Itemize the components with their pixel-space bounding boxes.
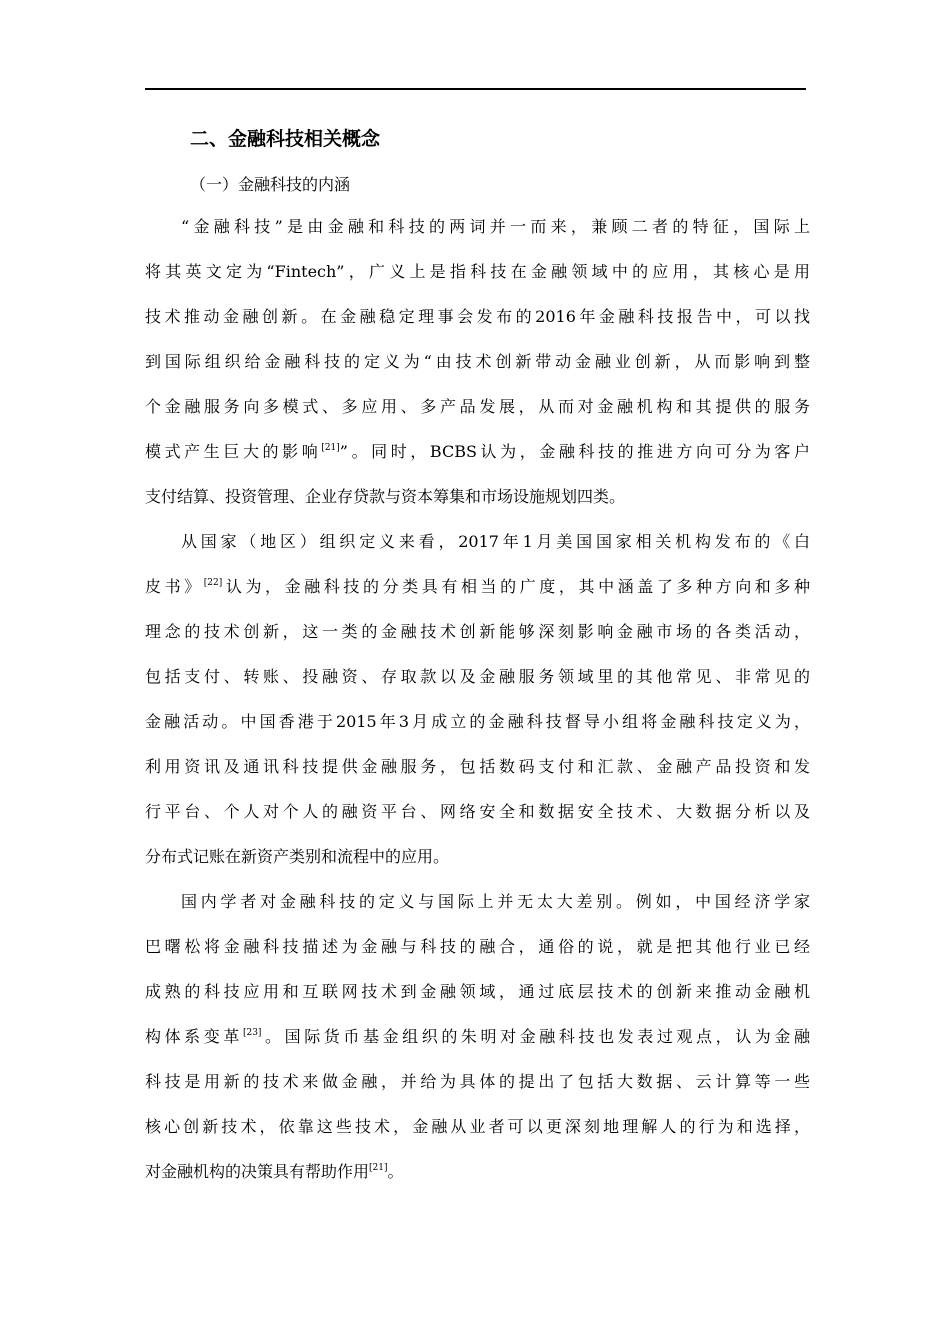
text-segment: 技术推动金融创新。在金融稳定理事会发布的2016年金融科技报告中，可以找 [145, 307, 810, 326]
text-line [145, 1149, 810, 1194]
text-line [145, 204, 810, 249]
text-line [145, 1104, 810, 1149]
text-segment: 。国际货币基金组织的朱明对金融科技也发表过观点，认为金融 [261, 1027, 810, 1046]
text-segment: 利用资讯及通讯科技提供金融服务，包括数码支付和汇款、金融产品投资和发 [145, 757, 810, 776]
text-line [145, 294, 810, 339]
paragraph-domestic-scholars [145, 879, 810, 1194]
text-line [145, 654, 810, 699]
text-segment: 支付结算、投资管理、企业存贷款与资本筹集和市场设施规划四类。 [145, 487, 626, 506]
text-segment: 行平台、个人对个人的融资平台、网络安全和数据安全技术、大数据分析以及 [145, 802, 810, 821]
text-line [145, 249, 810, 294]
text-line [145, 969, 810, 1014]
subsection-title: （一）金融科技的内涵 [190, 175, 351, 194]
text-segment: 从国家（地区）组织定义来看，2017年1月美国国家相关机构发布的《白 [181, 532, 810, 551]
text-segment: ”。同时，BCBS认为，金融科技的推进方向可分为客户 [339, 442, 810, 461]
text-segment: 。 [387, 1162, 404, 1181]
text-segment: 皮书》 [145, 577, 204, 596]
text-line [145, 699, 810, 744]
text-line [145, 789, 810, 834]
text-segment: 国内学者对金融科技的定义与国际上并无太大差别。例如，中国经济学家 [181, 892, 810, 911]
text-line [145, 1059, 810, 1104]
text-segment: 将其英文定为“Fintech”，广义上是指科技在金融领域中的应用，其核心是用 [145, 262, 810, 281]
text-segment: 构体系变革 [145, 1027, 243, 1046]
text-line [145, 834, 810, 879]
text-segment: 科技是用新的技术来做金融，并给为具体的提出了包括大数据、云计算等一些 [145, 1072, 810, 1091]
text-segment: 核心创新技术，依靠这些技术，金融从业者可以更深刻地理解人的行为和选择， [145, 1117, 810, 1136]
citation-marker: [23] [242, 1028, 262, 1038]
text-line [145, 564, 810, 609]
paragraph-national-definitions [145, 519, 810, 879]
text-segment: 认为，金融科技的分类具有相当的广度，其中涵盖了多种方向和多种 [222, 577, 810, 596]
text-line [145, 609, 810, 654]
text-line [145, 384, 810, 429]
citation-marker: [21] [369, 1163, 388, 1173]
header-rule [145, 88, 806, 90]
text-line [145, 1014, 810, 1059]
text-line [145, 339, 810, 384]
text-segment: 巴曙松将金融科技描述为金融与科技的融合，通俗的说，就是把其他行业已经 [145, 937, 810, 956]
citation-marker: [21] [321, 443, 340, 453]
text-line [145, 744, 810, 789]
paragraph-definition [145, 204, 810, 519]
text-segment: 分布式记账在新资产类别和流程中的应用。 [145, 847, 450, 866]
text-segment: 金融活动。中国香港于2015年3月成立的金融科技督导小组将金融科技定义为， [145, 712, 810, 731]
text-segment: 模式产生巨大的影响 [145, 442, 322, 461]
text-line [145, 474, 810, 519]
text-line [145, 429, 810, 474]
section-title: 二、金融科技相关概念 [190, 128, 381, 150]
text-segment: 成熟的科技应用和互联网技术到金融领域，通过底层技术的创新来推动金融机 [145, 982, 810, 1001]
text-segment: 个金融服务向多模式、多应用、多产品发展，从而对金融机构和其提供的服务 [145, 397, 810, 416]
text-segment: 包括支付、转账、投融资、存取款以及金融服务领域里的其他常见、非常见的 [145, 667, 810, 686]
text-segment: “金融科技”是由金融和科技的两词并一而来，兼顾二者的特征，国际上 [181, 217, 810, 236]
text-line [145, 924, 810, 969]
citation-marker: [22] [203, 578, 223, 588]
text-segment: 理念的技术创新，这一类的金融技术创新能够深刻影响金融市场的各类活动， [145, 622, 810, 641]
text-line [145, 879, 810, 924]
text-line [145, 519, 810, 564]
text-segment: 到国际组织给金融科技的定义为“由技术创新带动金融业创新，从而影响到整 [145, 352, 810, 371]
text-segment: 对金融机构的决策具有帮助作用 [145, 1162, 370, 1181]
